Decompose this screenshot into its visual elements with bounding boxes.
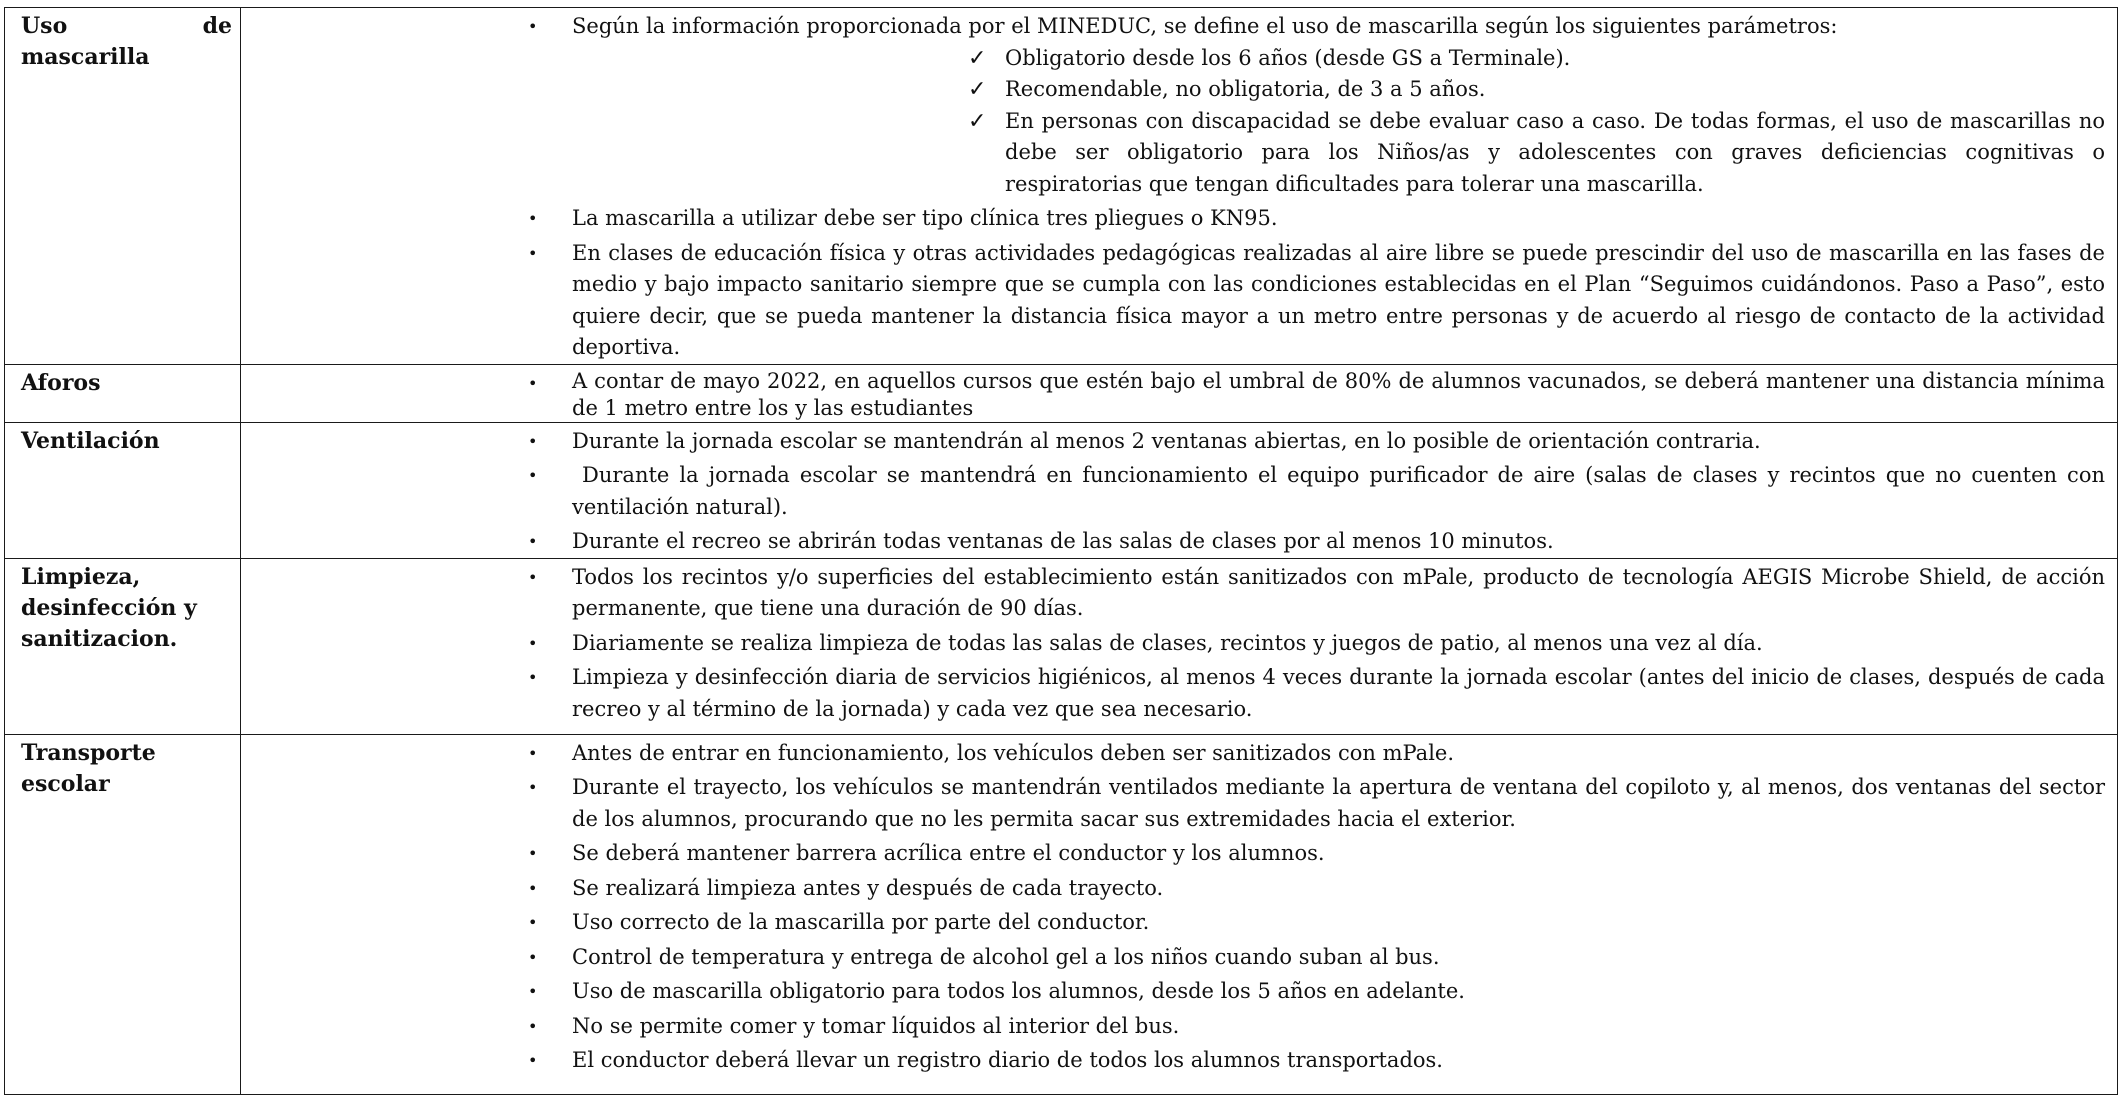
item-text: En clases de educación física y otras actividades pedagógicas realizadas al aire libre se puede prescindir del uso de mascarilla en las fases de medio y bajo impacto sanitario siempre que se cumpla con las condiciones establecidas en el Plan “Seguimos cuidándonos. Paso a Paso”, esto quiere decir, que se pueda mantener la distancia física mayor a un metro entre personas y de acuerdo al riesgo de contacto de la actividad deportiva. xyxy=(572,240,2105,359)
row-transporte xyxy=(5,734,2118,1094)
check-item xyxy=(572,74,2105,106)
list-item xyxy=(241,942,2105,974)
list-item xyxy=(241,662,2105,725)
list-item xyxy=(241,426,2105,458)
item-text: Diariamente se realiza limpieza de todas las salas de clases, recintos y juegos de patio, al menos una vez al día. xyxy=(572,630,1763,655)
item-text: Obligatorio desde los 6 años (desde GS a Terminale). xyxy=(1005,45,1571,70)
checklist xyxy=(572,43,2105,201)
bullet-icon: • xyxy=(528,668,538,687)
list-item xyxy=(241,11,2105,200)
row-label xyxy=(5,364,241,422)
item-text: Uso de mascarilla obligatorio para todos los alumnos, desde los 5 años en adelante. xyxy=(572,979,1465,1003)
bullet-icon: • xyxy=(528,913,538,932)
label-line: Limpieza, xyxy=(21,563,141,590)
row-limpieza xyxy=(5,558,2118,734)
bullet-icon: • xyxy=(528,17,538,36)
row-uso-mascarilla xyxy=(5,8,2118,365)
bullet-icon: • xyxy=(528,982,538,1001)
bullet-icon: • xyxy=(528,633,538,653)
item-text: En personas con discapacidad se debe evaluar caso a caso. De todas formas, el uso de mascarillas no debe ser obligatorio para los Niños/as y adolescentes con graves deficiencias cognitivas o respiratorias que tengan dificultades para tolerar una mascarilla. xyxy=(1005,108,2105,196)
bullet-icon: • xyxy=(528,373,538,393)
item-text: Según la información proporcionada por el MINEDUC, se define el uso de mascarilla según los siguientes parámetros: xyxy=(572,14,1838,38)
bullet-icon: • xyxy=(528,532,538,551)
item-text: Durante el recreo se abrirán todas ventanas de las salas de clases por al menos 10 minutos. xyxy=(572,529,1554,553)
checkmark-icon: ✓ xyxy=(968,108,987,134)
row-content xyxy=(241,558,2118,734)
label-line: Ventilación xyxy=(21,427,160,454)
item-text: Durante la jornada escolar se mantendrá en funcionamiento el equipo purificador de aire (salas de clases y recintos que no cuenten con ventilación natural). xyxy=(572,463,2112,519)
bullet-icon: • xyxy=(528,947,538,967)
item-text: Se deberá mantener barrera acrílica entre el conductor y los alumnos. xyxy=(572,841,1325,865)
list-item xyxy=(241,628,2105,660)
check-item xyxy=(572,43,2105,75)
item-text: Todos los recintos y/o superficies del establecimiento están sanitizados con mPale, producto de tecnología AEGIS Microbe Shield, de acción permanente, que tiene una duración de 90 días. xyxy=(572,564,2105,620)
item-text: Recomendable, no obligatoria, de 3 a 5 años. xyxy=(1005,77,1486,101)
bullet-icon: • xyxy=(528,466,538,485)
list-item xyxy=(241,368,2105,422)
label-line: sanitizacion. xyxy=(21,625,178,652)
item-text: Control de temperatura y entrega de alcohol gel a los niños cuando suban al bus. xyxy=(572,944,1440,969)
row-content xyxy=(241,734,2118,1094)
item-text: Antes de entrar en funcionamiento, los vehículos deben ser sanitizados con mPale. xyxy=(572,740,1455,765)
check-item xyxy=(572,106,2105,201)
label-line: Aforos xyxy=(21,369,101,396)
bullet-icon: • xyxy=(528,778,538,797)
checkmark-icon: ✓ xyxy=(968,77,987,102)
row-label xyxy=(5,422,241,558)
label-line: escolar xyxy=(21,770,110,797)
item-text: Se realizará limpieza antes y después de cada trayecto. xyxy=(572,875,1164,900)
row-content xyxy=(241,422,2118,558)
bullet-icon: • xyxy=(528,243,538,263)
label-word: Uso xyxy=(21,13,68,39)
list-item xyxy=(241,562,2105,625)
checkmark-icon: ✓ xyxy=(968,45,987,71)
row-ventilacion xyxy=(5,422,2118,558)
row-content xyxy=(241,364,2118,422)
row-label xyxy=(5,734,241,1094)
row-label xyxy=(5,8,241,365)
list-item xyxy=(241,238,2105,364)
list-item xyxy=(241,907,2105,939)
bullet-icon: • xyxy=(528,743,538,763)
item-text: Durante el trayecto, los vehículos se mantendrán ventilados mediante la apertura de ventana del copiloto y, al menos, dos ventanas del sector de los alumnos, procurando que no les permita sacar sus extremidades hacia el exterior. xyxy=(572,775,2105,831)
list-item xyxy=(241,976,2105,1008)
list-item xyxy=(241,772,2105,835)
row-aforos xyxy=(5,364,2118,422)
list-item xyxy=(241,203,2105,235)
list-item xyxy=(241,873,2105,905)
item-text: A contar de mayo 2022, en aquellos cursos que estén bajo el umbral de 80% de alumnos vacunados, se deberá mantener una distancia mínima de 1 metro entre los y las estudiantes xyxy=(572,368,2105,420)
list-item xyxy=(241,1011,2105,1043)
list-item xyxy=(241,526,2105,558)
bullet-icon: • xyxy=(528,844,538,863)
bullet-icon: • xyxy=(528,431,538,451)
item-text: Uso correcto de la mascarilla por parte del conductor. xyxy=(572,910,1150,934)
item-text: La mascarilla a utilizar debe ser tipo clínica tres pliegues o KN95. xyxy=(572,206,1278,230)
label-line: desinfección y xyxy=(21,594,197,621)
list-item xyxy=(241,460,2112,523)
row-label xyxy=(5,558,241,734)
list-item xyxy=(241,838,2105,870)
label-line: mascarilla xyxy=(21,44,150,70)
bullet-icon: • xyxy=(528,567,538,587)
item-text: Limpieza y desinfección diaria de servicios higiénicos, al menos 4 veces durante la jornada escolar (antes del inicio de clases, después de cada recreo y al término de la jornada) y cada vez que sea necesario. xyxy=(572,665,2105,721)
protocol-document xyxy=(4,7,2118,1073)
item-text: El conductor deberá llevar un registro diario de todos los alumnos transportados. xyxy=(572,1048,1443,1072)
label-line: Transporte xyxy=(21,739,156,766)
bullet-icon: • xyxy=(528,878,538,898)
bullet-icon: • xyxy=(528,209,538,228)
item-text: Durante la jornada escolar se mantendrán al menos 2 ventanas abiertas, en lo posible de orientación contraria. xyxy=(572,428,1761,453)
row-content xyxy=(241,8,2118,365)
item-text: No se permite comer y tomar líquidos al interior del bus. xyxy=(572,1013,1180,1038)
list-item xyxy=(241,1045,2105,1077)
protocol-table xyxy=(4,7,2118,1095)
bullet-icon: • xyxy=(528,1051,538,1070)
list-item xyxy=(241,738,2105,770)
bullet-icon: • xyxy=(528,1016,538,1036)
label-word: de xyxy=(202,13,232,39)
